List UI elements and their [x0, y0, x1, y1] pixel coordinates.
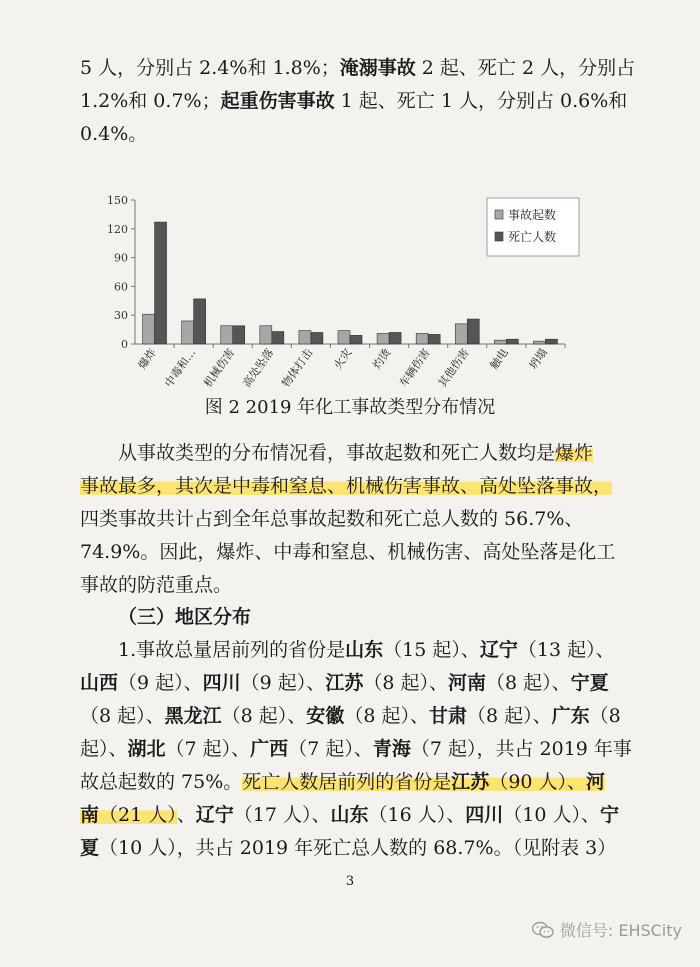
bold-text: 山西 — [80, 672, 119, 694]
bar-accidents — [299, 331, 311, 344]
bold-text: 青海 — [372, 738, 411, 760]
highlighted-text: 南 — [80, 804, 100, 826]
x-tick-label: 物体打击 — [279, 346, 316, 390]
text-line — [80, 733, 630, 766]
bold-text: 宁夏 — [570, 672, 609, 694]
intro-paragraph — [80, 52, 636, 151]
figure-caption: 图 2 2019 年化工事故类型分布情况 — [204, 397, 496, 418]
bar-deaths — [389, 332, 401, 344]
bold-text: 河南 — [447, 672, 486, 694]
bar-accidents — [143, 314, 155, 344]
bold-text: 四川 — [465, 804, 504, 826]
bar-deaths — [194, 299, 206, 344]
wechat-icon — [532, 921, 554, 939]
y-tick-label: 90 — [114, 251, 128, 265]
bar-accidents — [416, 333, 428, 344]
bold-text: 广东 — [551, 705, 590, 727]
text-run: （8 起）、 — [344, 705, 429, 727]
text-line — [80, 700, 630, 733]
text-run: 0.4%。 — [80, 123, 148, 145]
bold-text: 江苏 — [325, 672, 364, 694]
text-line — [80, 667, 630, 700]
text-run: 1 起、死亡 1 人，分别占 0.6%和 — [334, 90, 628, 112]
bar-deaths — [233, 326, 245, 344]
y-tick-label: 30 — [114, 309, 128, 323]
text-run: （7 起）、 — [165, 738, 251, 760]
bar-accidents — [221, 326, 233, 344]
legend-label: 事故起数 — [508, 208, 557, 222]
bold-text: 四川 — [202, 672, 241, 694]
x-tick-label: 坍塌 — [526, 346, 550, 372]
x-tick-label: 中毒和… — [162, 346, 199, 390]
text-run: （7 起）、 — [288, 738, 373, 760]
highlighted-text: （90 人）、 — [489, 771, 587, 793]
highlighted-text: 死亡人数居前列的省份是 — [242, 771, 452, 793]
x-tick-label: 爆炸 — [135, 346, 160, 372]
bar-accidents — [377, 333, 389, 344]
bar-deaths — [506, 339, 518, 344]
text-run: （9 起）、 — [118, 672, 203, 694]
bold-text: 起重伤害事故 — [220, 90, 335, 112]
section-heading-text: （三）地区分布 — [118, 606, 252, 628]
x-tick-label: 机械伤害 — [201, 346, 238, 390]
bold-text: 湖北 — [127, 738, 166, 760]
text-line — [80, 118, 630, 151]
bar-deaths — [311, 332, 323, 344]
chart-legend — [487, 198, 579, 256]
legend-label: 死亡人数 — [508, 230, 557, 244]
text-run: 四类事故共计占到全年总事故起数和死亡总人数的 56.7%、 — [80, 508, 584, 530]
text-run: （16 人）、 — [368, 804, 466, 826]
bar-accidents — [260, 326, 272, 344]
highlighted-text: 爆炸 — [555, 442, 594, 464]
text-run: （8 — [589, 705, 621, 727]
bar-accidents — [338, 331, 350, 344]
text-line — [80, 85, 630, 118]
watermark — [532, 918, 682, 941]
text-run: 故总起数的 75%。 — [80, 771, 243, 793]
bold-text: 辽宁 — [479, 639, 518, 661]
section-heading — [80, 601, 630, 634]
chart-x-labels — [135, 346, 550, 390]
text-run: （7 起），共占 2019 年事 — [410, 738, 632, 760]
x-tick-label: 灼烫 — [370, 346, 394, 372]
text-line — [80, 437, 630, 470]
bar-accidents — [455, 324, 467, 344]
bar-deaths — [467, 319, 479, 344]
text-run: 1.事故总量居前列的省份是 — [118, 639, 346, 661]
page-number: 3 — [345, 874, 355, 889]
highlighted-text: 事故最多，其次是中毒和窒息、机械伤害事故、高处坠落事故， — [80, 475, 613, 497]
x-tick-label: 车辆伤害 — [396, 346, 433, 390]
text-run: 1.2%和 0.7%； — [80, 90, 221, 112]
text-run: （8 起）、 — [485, 672, 571, 694]
text-run: 从事故类型的分布情况看，事故起数和死亡人数均是 — [118, 442, 556, 464]
highlighted-text: 河 — [586, 771, 606, 793]
x-tick-label: 高处坠落 — [240, 346, 277, 390]
legend-swatch — [495, 210, 503, 219]
y-tick-label: 150 — [107, 194, 128, 207]
bar-deaths — [545, 339, 557, 344]
legend-swatch — [495, 232, 503, 241]
text-line — [80, 832, 630, 865]
text-run: （8 起）、 — [80, 705, 165, 727]
text-run: （10 人），共占 2019 年死亡总人数的 68.7%。（见附表 3） — [99, 837, 617, 859]
text-line — [80, 536, 630, 569]
bold-text: 广西 — [250, 738, 289, 760]
bold-text: 辽宁 — [195, 804, 234, 826]
region-paragraph — [80, 634, 630, 865]
analysis-paragraph — [80, 437, 630, 602]
legend-box — [487, 198, 579, 256]
text-line — [80, 503, 630, 536]
y-tick-label: 0 — [121, 338, 128, 351]
text-run: （8 起）、 — [466, 705, 552, 727]
text-run: 5 人，分别占 2.4%和 1.8%； — [80, 57, 340, 79]
y-tick-label: 60 — [114, 280, 128, 294]
text-run: 74.9%。因此，爆炸、中毒和窒息、机械伤害、高处坠落是化工 — [80, 541, 616, 563]
x-tick-label: 其他伤害 — [435, 346, 472, 390]
bold-text: 黑龙江 — [164, 705, 222, 727]
bold-text: 宁 — [599, 804, 619, 826]
text-run: （17 人）、 — [233, 804, 331, 826]
text-line — [80, 569, 630, 602]
bold-text: 甘肃 — [428, 705, 467, 727]
x-tick-label: 火灾 — [331, 346, 355, 372]
text-run: 、 — [176, 804, 196, 826]
bar-accidents — [494, 340, 506, 344]
text-run: （13 起）、 — [517, 639, 615, 661]
watermark-text: 微信号: EHSCity — [559, 921, 682, 940]
text-run: （10 人）、 — [503, 804, 600, 826]
x-tick-label: 触电 — [487, 346, 511, 372]
bar-deaths — [350, 335, 362, 344]
y-tick-label: 120 — [107, 222, 128, 236]
bar-deaths — [155, 222, 167, 344]
bar-accidents — [182, 321, 194, 344]
accident-type-bar-chart — [95, 186, 595, 396]
text-run: 2 起、死亡 2 人，分别占 — [415, 57, 636, 79]
bar-deaths — [428, 334, 440, 344]
bold-text: 山东 — [345, 639, 384, 661]
highlighted-text: （21 人） — [99, 804, 177, 826]
text-run: （8 起）、 — [221, 705, 307, 727]
text-run: （9 起）、 — [240, 672, 326, 694]
text-line — [80, 470, 630, 503]
text-run: 起）、 — [80, 738, 128, 760]
bold-text: 山东 — [330, 804, 369, 826]
bar-deaths — [272, 332, 284, 344]
text-line — [80, 766, 630, 799]
text-line — [80, 799, 630, 832]
text-line — [80, 634, 630, 667]
bold-text: 夏 — [80, 837, 100, 859]
bold-text: 淹溺事故 — [339, 57, 416, 79]
text-line — [80, 52, 636, 85]
highlighted-text: 江苏 — [451, 771, 490, 793]
text-run: （8 起）、 — [363, 672, 448, 694]
bar-accidents — [533, 341, 545, 344]
bold-text: 安徽 — [306, 705, 345, 727]
text-run: 事故的防范重点。 — [80, 574, 233, 596]
text-run: （15 起）、 — [383, 639, 480, 661]
